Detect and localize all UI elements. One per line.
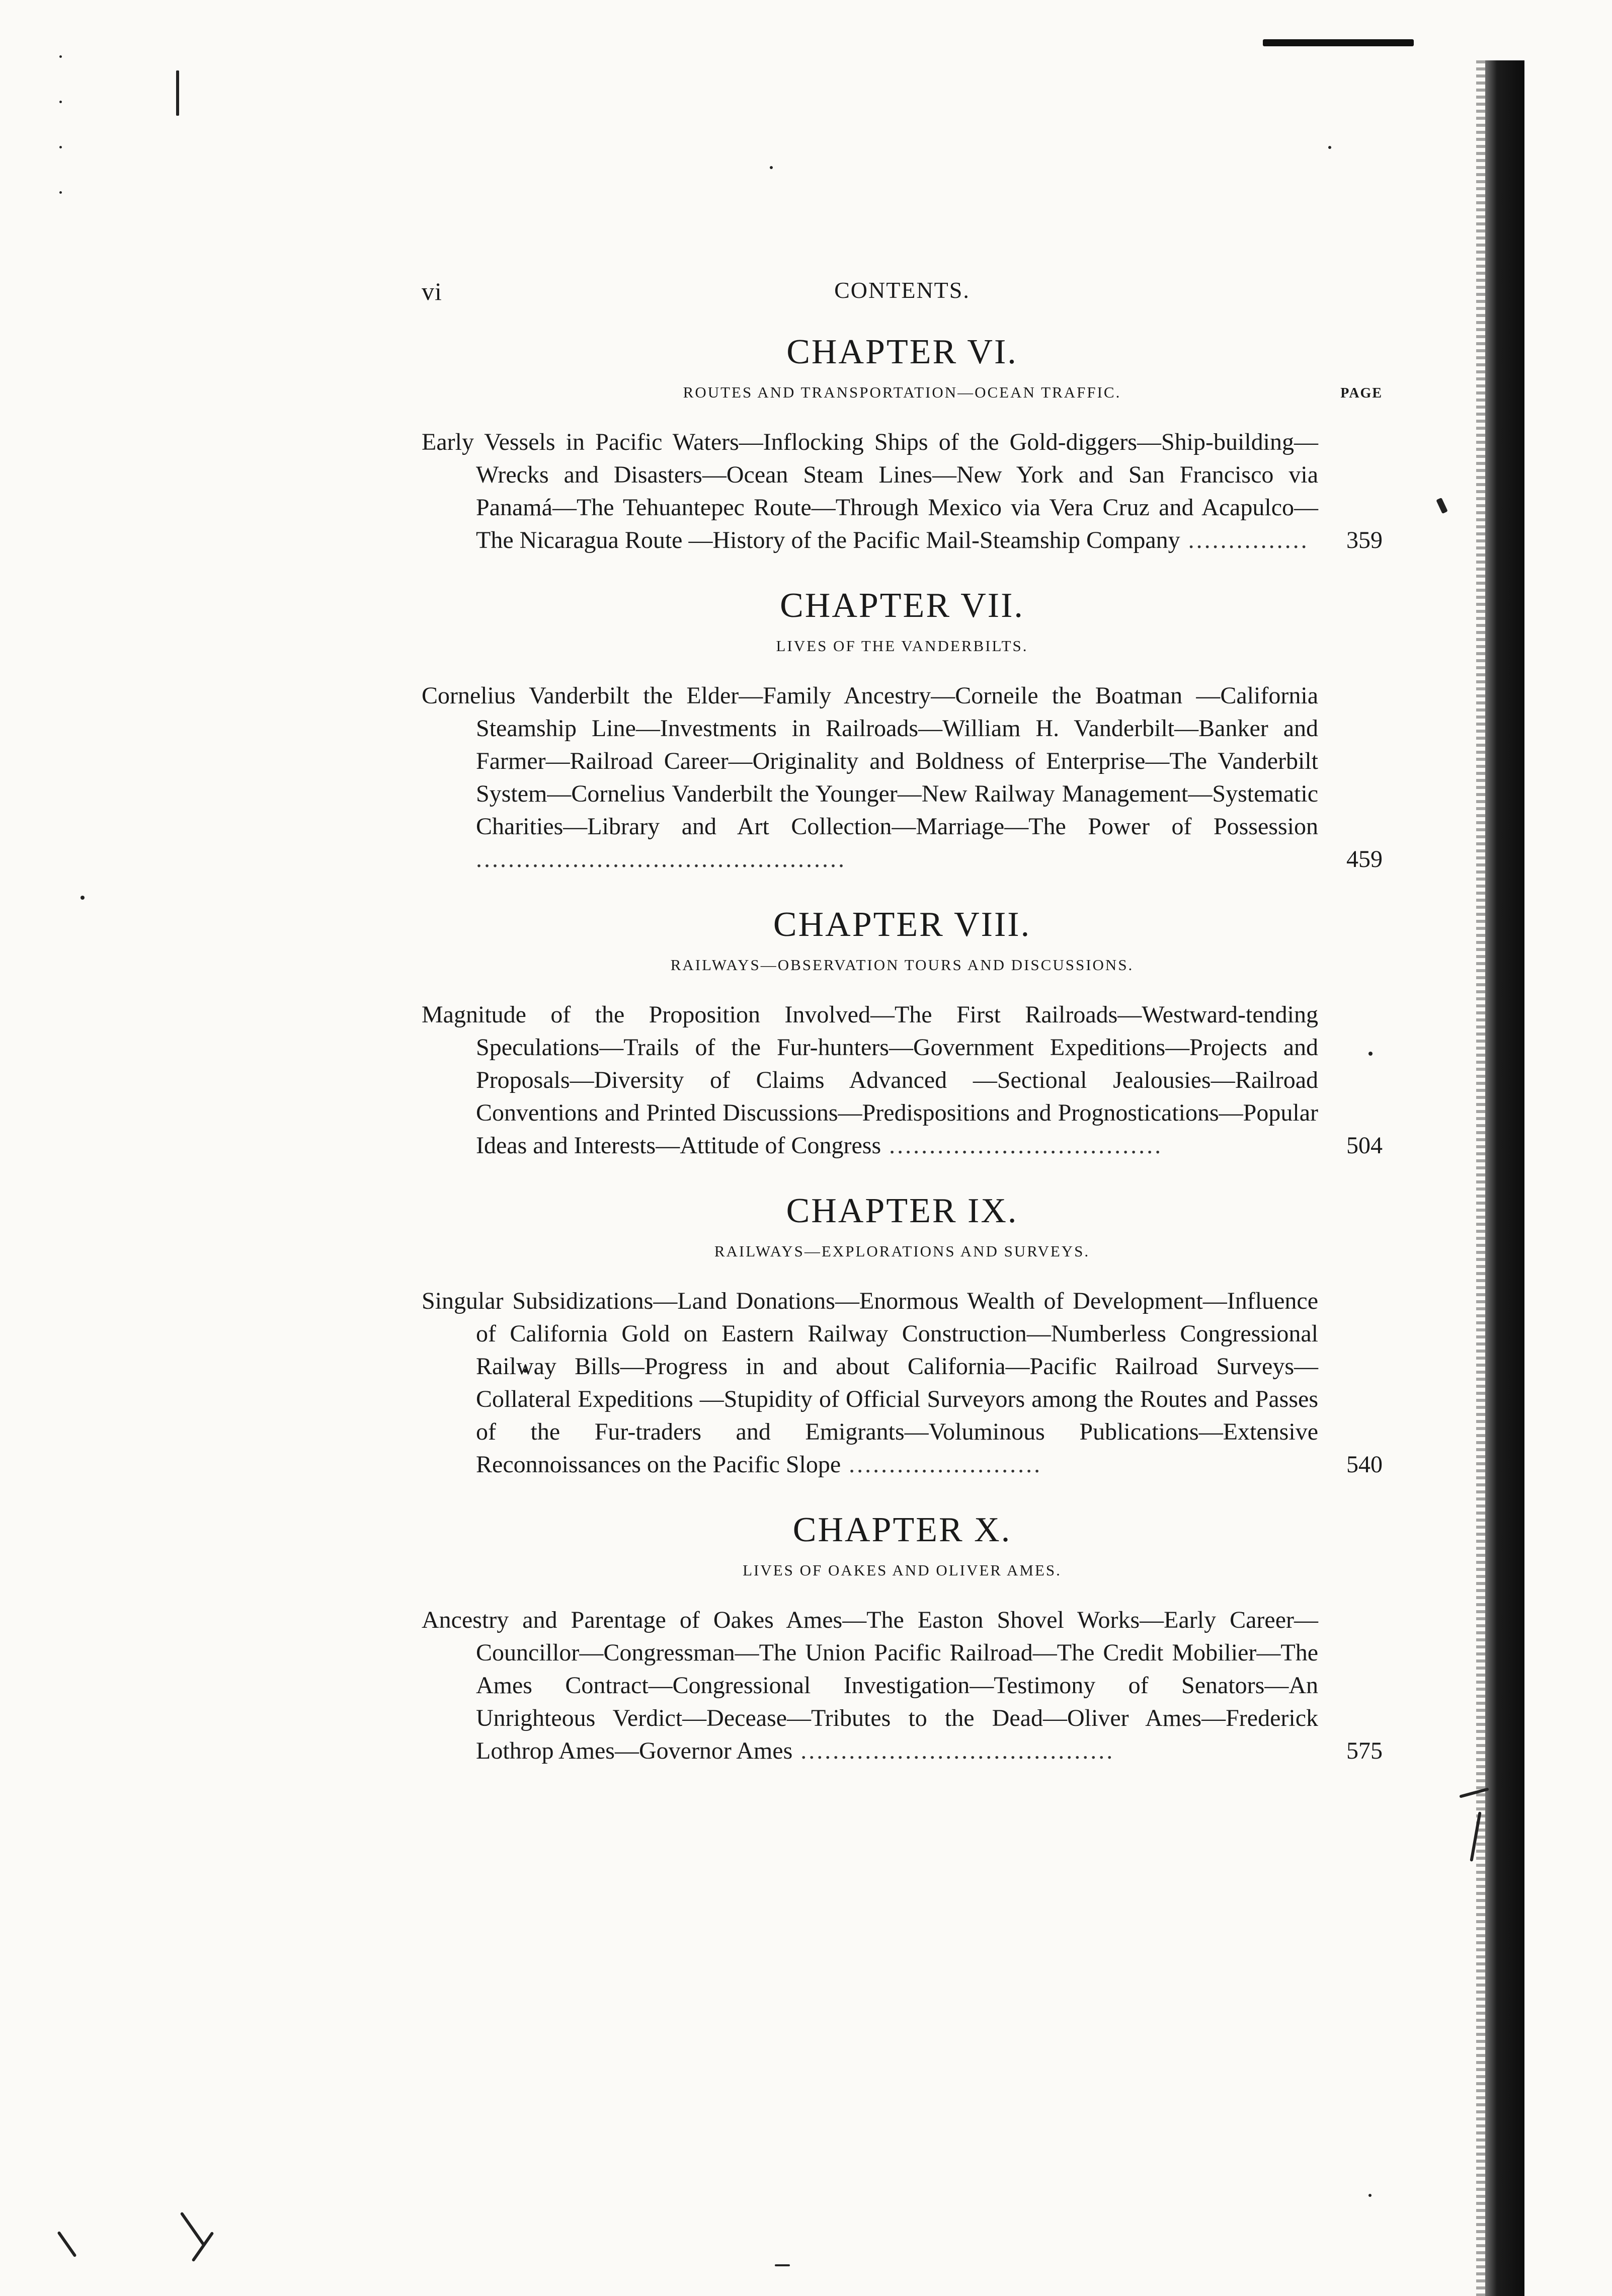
- chapter-summary-text: Cornelius Vanderbilt the Elder—Family Ancestry—Corneile the Boatman —California Steamship Line—Investments in Railroads—William H. Vanderbilt—Banker and Farmer—Railroad Career—Originality and Boldness of Enterprise—The Vanderbilt System—Cornelius Vanderbilt the Younger—New Railway Management—Systematic Charities—Library and Art Collection—Marriage—The Power of Possession: [422, 682, 1318, 840]
- page-number: vi: [422, 277, 442, 305]
- chapter-block-viii: [422, 905, 1383, 1162]
- chapter-summary: [422, 1604, 1383, 1767]
- chapter-subject: [422, 1561, 1383, 1579]
- page-column-label: PAGE: [1340, 385, 1383, 401]
- chapter-title: CHAPTER VIII.: [773, 905, 1031, 944]
- scan-artifact-mark: [1263, 39, 1414, 46]
- chapter-summary-text: Singular Subsidizations—Land Donations—Enormous Wealth of Development—Influence of California Gold on Eastern Railway Construction—Numberless Congressional Railway Bills—Progress in and about California—Pacific Railroad Surveys—Collateral Expeditions —Stupidity of Official Surveyors among the Routes and Passes of the Fur-traders and Emigrants—Voluminous Publications—Extensive Reconnoissances on the Pacific Slope: [422, 1288, 1318, 1478]
- chapter-page-number: 575: [1346, 1737, 1383, 1764]
- chapter-summary-text: Early Vessels in Pacific Waters—Inflocking Ships of the Gold-diggers—Ship-building—Wrecks and Disasters—Ocean Steam Lines—New York and San Francisco via Panamá—The Tehuantepec Route—Through Mexico via Vera Cruz and Acapulco—The Nicaragua Route —History of the Pacific Mail-Steamship Company: [422, 429, 1318, 553]
- running-head: CONTENTS.: [834, 277, 970, 303]
- chapter-page-number: 540: [1346, 1451, 1383, 1478]
- dot-leader: ..................................: [881, 1132, 1163, 1159]
- chapter-block-vi: [422, 332, 1383, 557]
- chapter-summary: [422, 679, 1383, 876]
- dot-leader: ..............................................: [476, 846, 846, 873]
- chapter-subject-text: RAILWAYS—OBSERVATION TOURS AND DISCUSSIONS.: [670, 956, 1134, 974]
- chapter-subject: [422, 383, 1383, 402]
- chapter-summary-text: Magnitude of the Proposition Involved—The First Railroads—Westward-tending Speculations—Trails of the Fur-hunters—Government Expeditions—Projects and Proposals—Diversity of Claims Advanced —Sectional Jealousies—Railroad Conventions and Printed Discussions—Predispositions and Prognostications—Popular Ideas and Interests—Attitude of Congress: [422, 1001, 1318, 1159]
- chapter-title: CHAPTER VI.: [786, 333, 1018, 371]
- chapter-subject-text: RAILWAYS—EXPLORATIONS AND SURVEYS.: [714, 1242, 1090, 1260]
- chapter-summary: [422, 998, 1383, 1162]
- chapter-subject-text: ROUTES AND TRANSPORTATION—OCEAN TRAFFIC.: [683, 383, 1121, 401]
- chapter-subject: [422, 637, 1383, 655]
- chapter-page-number: 459: [1346, 846, 1383, 873]
- chapter-block-vii: [422, 586, 1383, 876]
- chapter-title: CHAPTER IX.: [786, 1192, 1018, 1230]
- page-header: [422, 277, 1383, 317]
- chapter-subject: [422, 956, 1383, 974]
- dot-leader: ...............: [1180, 527, 1309, 553]
- chapter-page-number: 359: [1346, 527, 1383, 553]
- table-of-contents: [422, 332, 1383, 1796]
- chapter-block-x: [422, 1510, 1383, 1767]
- chapter-block-ix: [422, 1191, 1383, 1481]
- chapter-page-number: 504: [1346, 1132, 1383, 1159]
- binding-shadow: [1485, 60, 1524, 2296]
- chapter-subject-text: LIVES OF THE VANDERBILTS.: [776, 637, 1028, 655]
- chapter-summary: [422, 1285, 1383, 1481]
- chapter-subject-text: LIVES OF OAKES AND OLIVER AMES.: [743, 1561, 1062, 1579]
- chapter-title: CHAPTER X.: [792, 1511, 1012, 1549]
- chapter-summary-text: Ancestry and Parentage of Oakes Ames—The Easton Shovel Works—Early Career—Councillor—Congressman—The Union Pacific Railroad—The Credit Mobilier—The Ames Contract—Congressional Investigation—Testimony of Senators—An Unrighteous Verdict—Decease—Tributes to the Dead—Oliver Ames—Frederick Lothrop Ames—Governor Ames: [422, 1607, 1318, 1764]
- chapter-summary: [422, 426, 1383, 557]
- chapter-subject: [422, 1242, 1383, 1260]
- dot-leader: ........................: [841, 1451, 1042, 1478]
- dot-leader: .......................................: [792, 1737, 1115, 1764]
- chapter-title: CHAPTER VII.: [780, 586, 1024, 625]
